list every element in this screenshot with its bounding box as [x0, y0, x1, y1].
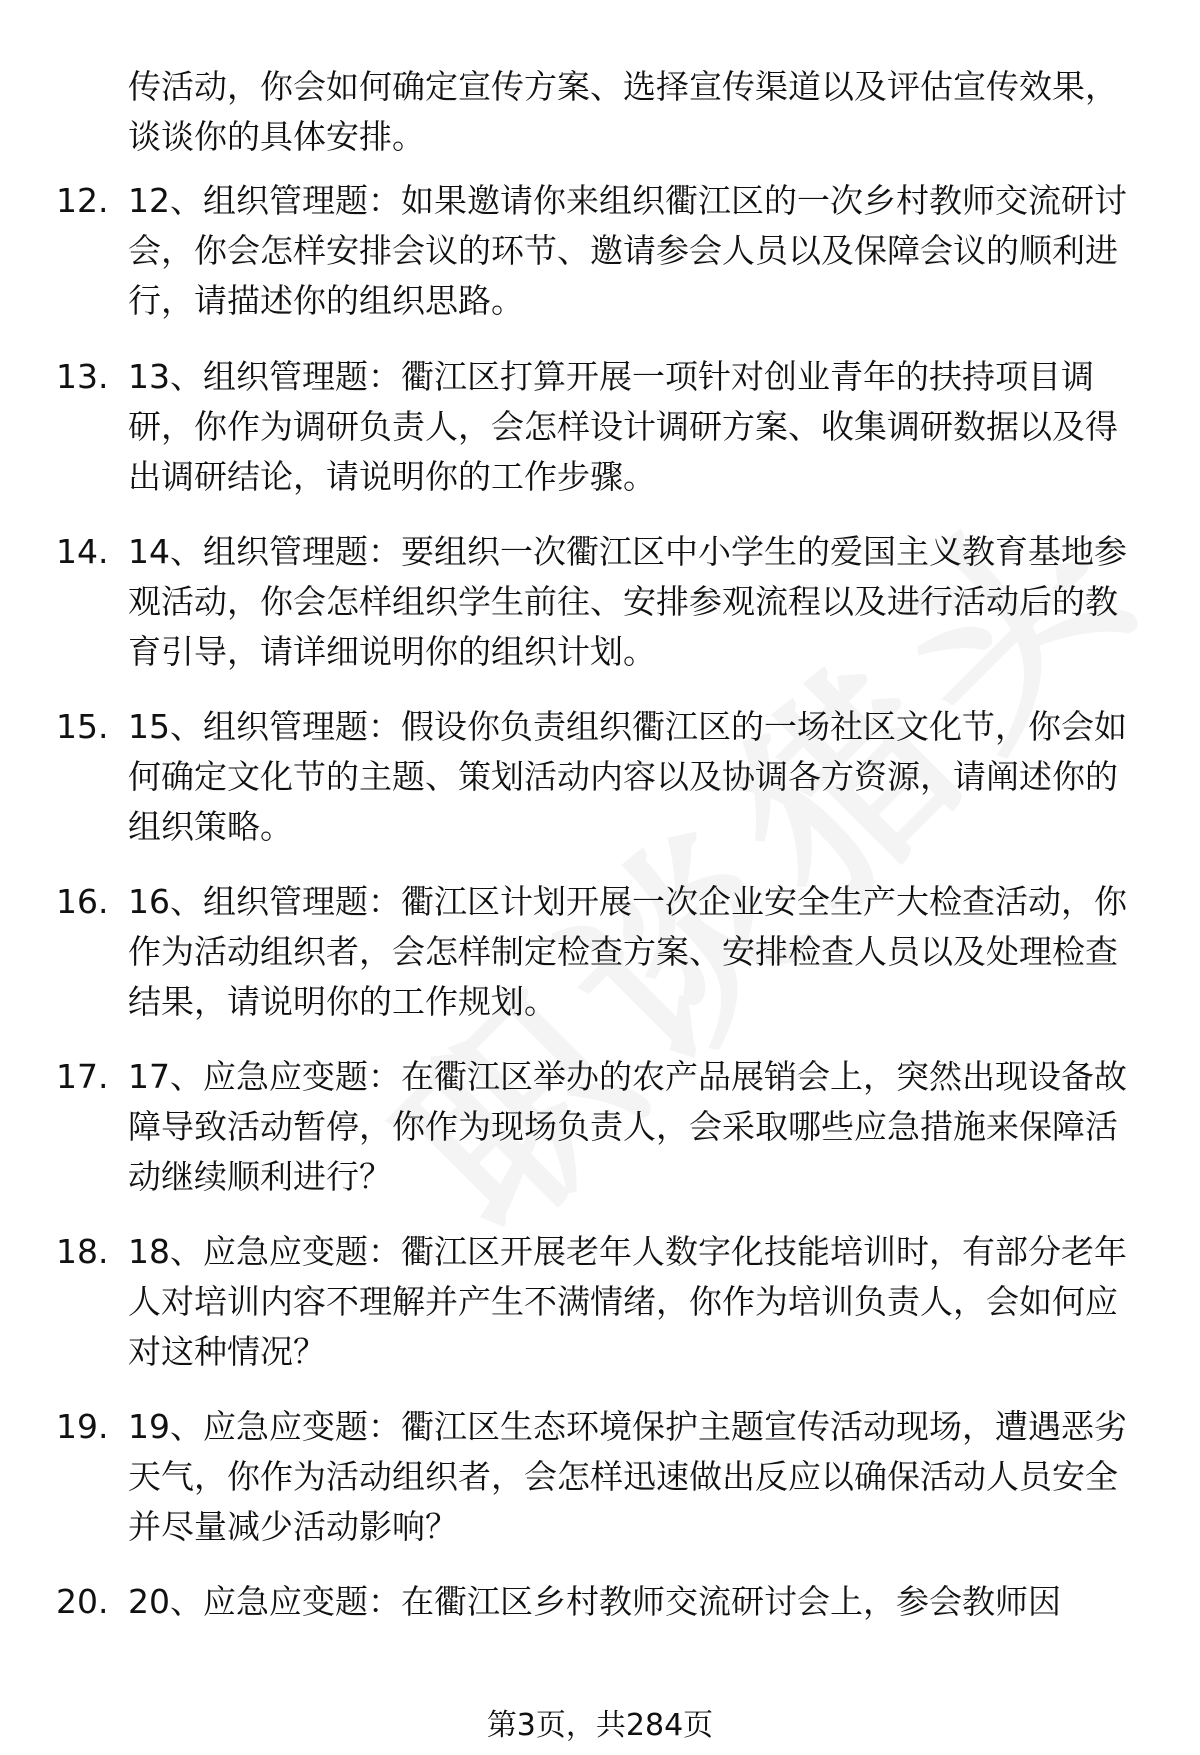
- list-item-number: 17.: [56, 1057, 109, 1096]
- page-footer: 第3页，共284页: [486, 1708, 714, 1743]
- list-item-text: 16、组织管理题：衢江区计划开展一次企业安全生产大检查活动，你作为活动组织者，会怎样制定检查方案、安排检查人员以及处理检查结果，请说明你的工作规划。: [128, 882, 1127, 1021]
- list-item-number: 18.: [56, 1232, 109, 1271]
- list-item-text: 18、应急应变题：衢江区开展老年人数字化技能培训时，有部分老年人对培训内容不理解并产生不满情绪，你作为培训负责人，会如何应对这种情况？: [128, 1232, 1127, 1371]
- list-item-number: 16.: [56, 882, 109, 921]
- list-item-number: 15.: [56, 707, 109, 746]
- list-item-text: 15、组织管理题：假设你负责组织衢江区的一场社区文化节，你会如何确定文化节的主题、策划活动内容以及协调各方资源，请阐述你的组织策略。: [128, 707, 1127, 846]
- list-item-text: 12、组织管理题：如果邀请你来组织衢江区的一次乡村教师交流研讨会，你会怎样安排会议的环节、邀请参会人员以及保障会议的顺利进行，请描述你的组织思路。: [128, 181, 1127, 320]
- list-item-number: 20.: [56, 1582, 109, 1621]
- continuation-paragraph: 传活动，你会如何确定宣传方案、选择宣传渠道以及评估宣传效果，谈谈你的具体安排。: [128, 67, 1118, 156]
- list-item-text: 14、组织管理题：要组织一次衢江区中小学生的爱国主义教育基地参观活动，你会怎样组织学生前往、安排参观流程以及进行活动后的教育引导，请详细说明你的组织计划。: [128, 532, 1127, 671]
- list-item-text: 13、组织管理题：衢江区打算开展一项针对创业青年的扶持项目调研，你作为调研负责人，会怎样设计调研方案、收集调研数据以及得出调研结论，请说明你的工作步骤。: [128, 357, 1118, 496]
- list-item-number: 12.: [56, 181, 109, 220]
- list-item-number: 19.: [56, 1407, 109, 1446]
- list-item-number: 14.: [56, 532, 109, 571]
- list-item-text: 19、应急应变题：衢江区生态环境保护主题宣传活动现场，遭遇恶劣天气，你作为活动组织者，会怎样迅速做出反应以确保活动人员安全并尽量减少活动影响？: [128, 1407, 1127, 1546]
- list-item-text: 17、应急应变题：在衢江区举办的农产品展销会上，突然出现设备故障导致活动暂停，你作为现场负责人，会采取哪些应急措施来保障活动继续顺利进行？: [128, 1057, 1127, 1196]
- list-item-number: 13.: [56, 357, 109, 396]
- list-item-text: 20、应急应变题：在衢江区乡村教师交流研讨会上，参会教师因: [128, 1582, 1061, 1621]
